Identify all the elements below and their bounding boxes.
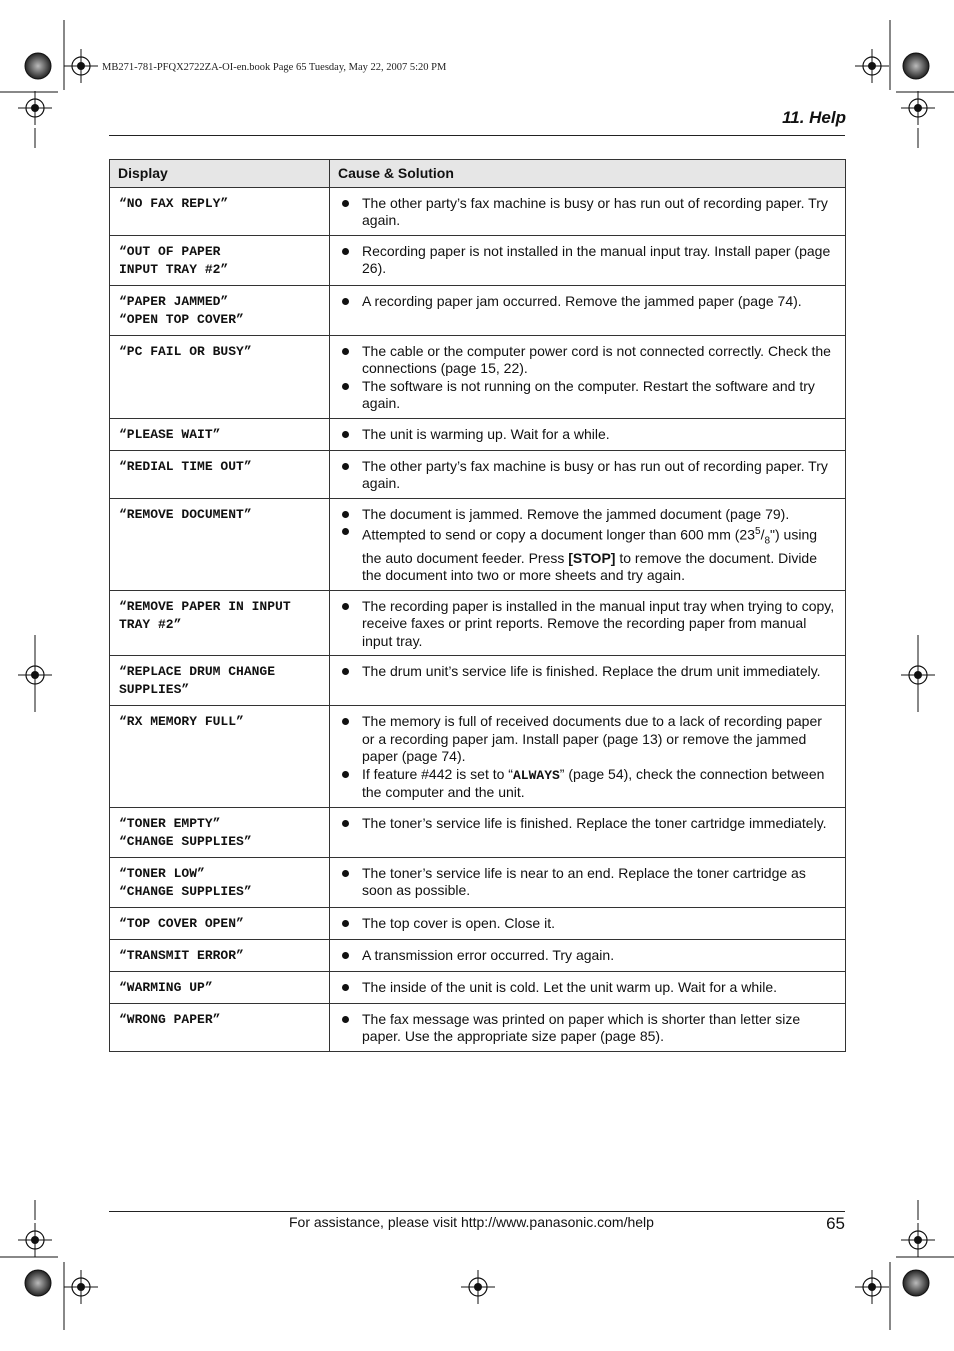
solution-list xyxy=(340,865,837,900)
starburst-mark xyxy=(903,1270,929,1296)
cause-solution xyxy=(330,857,846,907)
solution-text-before: Attempted to send or copy a document longer than 600 mm (23 xyxy=(362,526,756,543)
solution-text-sub: 8 xyxy=(764,535,771,547)
cause-solution xyxy=(330,187,846,235)
page-number: 65 xyxy=(826,1214,845,1233)
display-message: “NO FAX REPLY” xyxy=(110,187,330,235)
footer-divider xyxy=(109,1211,845,1212)
table-row xyxy=(110,285,846,335)
table-row xyxy=(110,939,846,971)
table-row xyxy=(110,656,846,706)
cause-solution xyxy=(330,235,846,285)
display-message: “REMOVE DOCUMENT” xyxy=(110,498,330,590)
table-body xyxy=(110,187,846,1051)
table-row xyxy=(110,418,846,450)
solution-item: The toner’s service life is near to an end. Replace the toner cartridge as soon as possible. xyxy=(340,865,837,900)
table-row xyxy=(110,706,846,808)
cause-solution xyxy=(330,807,846,857)
table-row xyxy=(110,907,846,939)
solution-item: The cable or the computer power cord is not connected correctly. Check the connections (page 15, 22). xyxy=(340,343,837,378)
cause-solution xyxy=(330,498,846,590)
display-message: “WARMING UP” xyxy=(110,971,330,1003)
solution-text-mono: ALWAYS xyxy=(512,767,560,783)
table-row xyxy=(110,335,846,418)
display-message: “RX MEMORY FULL” xyxy=(110,706,330,808)
solution-item: The drum unit’s service life is finished. Replace the drum unit immediately. xyxy=(340,663,837,681)
solution-list xyxy=(340,195,837,230)
assistance-text: For assistance, please visit http://www.panasonic.com/help xyxy=(289,1214,654,1230)
solution-item: The top cover is open. Close it. xyxy=(340,915,837,933)
help-table xyxy=(109,159,846,1052)
starburst-mark xyxy=(25,53,51,79)
table-row xyxy=(110,498,846,590)
table-row xyxy=(110,450,846,498)
table-header-row xyxy=(110,160,846,188)
display-message: “TONER EMPTY” “CHANGE SUPPLIES” xyxy=(110,807,330,857)
solution-item: The fax message was printed on paper which is shorter than letter size paper. Use the appropriate size paper (page 85). xyxy=(340,1011,837,1046)
solution-item: The document is jammed. Remove the jammed document (page 79). xyxy=(340,506,837,524)
cause-solution xyxy=(330,907,846,939)
display-message: “OUT OF PAPER INPUT TRAY #2” xyxy=(110,235,330,285)
cause-solution xyxy=(330,335,846,418)
cause-solution xyxy=(330,971,846,1003)
solution-list xyxy=(340,979,837,997)
solution-item: A transmission error occurred. Try again. xyxy=(340,947,837,965)
solution-text-slash: / xyxy=(760,526,765,543)
solution-text-mid: ") using the auto document feeder. Press xyxy=(362,526,818,566)
display-message: “WRONG PAPER” xyxy=(110,1003,330,1051)
solution-item: The recording paper is installed in the manual input tray when trying to copy, receive faxes or print reports. Remove the recording paper from manual input tray. xyxy=(340,598,837,651)
display-message: “PAPER JAMMED” “OPEN TOP COVER” xyxy=(110,285,330,335)
section-title: 11. Help xyxy=(782,108,846,127)
solution-list xyxy=(340,293,837,311)
solution-list xyxy=(340,663,837,681)
solution-list xyxy=(340,815,837,833)
table-row xyxy=(110,187,846,235)
column-header-display: Display xyxy=(110,160,330,188)
solution-item: Recording paper is not installed in the manual input tray. Install paper (page 26). xyxy=(340,243,837,278)
table-row xyxy=(110,857,846,907)
display-message: “TONER LOW” “CHANGE SUPPLIES” xyxy=(110,857,330,907)
solution-item: The software is not running on the computer. Restart the software and try again. xyxy=(340,378,837,413)
solution-list xyxy=(340,598,837,651)
display-message: “PLEASE WAIT” xyxy=(110,418,330,450)
cause-solution xyxy=(330,656,846,706)
table-row xyxy=(110,235,846,285)
solution-text-sup: 5 xyxy=(755,526,761,537)
print-info: MB271-781-PFQX2722ZA-OI-en.book Page 65 Tuesday, May 22, 2007 5:20 PM xyxy=(102,62,447,73)
cause-solution xyxy=(330,590,846,656)
solution-text-before: If feature #442 is set to “ xyxy=(362,765,513,782)
table-row xyxy=(110,807,846,857)
cause-solution xyxy=(330,706,846,808)
cause-solution xyxy=(330,418,846,450)
table-row xyxy=(110,590,846,656)
cause-solution xyxy=(330,939,846,971)
solution-list xyxy=(340,243,837,278)
display-message: “REDIAL TIME OUT” xyxy=(110,450,330,498)
display-message: “TOP COVER OPEN” xyxy=(110,907,330,939)
solution-list xyxy=(340,426,837,444)
solution-item: The unit is warming up. Wait for a while. xyxy=(340,426,837,444)
solution-item xyxy=(340,766,837,802)
solution-list xyxy=(340,915,837,933)
solution-text-after: to remove the document. Divide the document into two or more sheets and try again. xyxy=(362,549,817,584)
display-message: “PC FAIL OR BUSY” xyxy=(110,335,330,418)
solution-item: A recording paper jam occurred. Remove the jammed paper (page 74). xyxy=(340,293,837,311)
solution-list xyxy=(340,506,837,585)
cause-solution xyxy=(330,1003,846,1051)
solution-list xyxy=(340,713,837,802)
starburst-mark xyxy=(903,53,929,79)
solution-text-key: [STOP] xyxy=(568,549,616,566)
starburst-mark xyxy=(25,1270,51,1296)
solution-list xyxy=(340,1011,837,1046)
solution-item: The memory is full of received documents due to a lack of recording paper or a recording paper jam. Install paper (page 13) or remove the jammed paper (page 74). xyxy=(340,713,837,766)
solution-text-after: ” (page 54), check the connection between the computer and the unit. xyxy=(362,765,825,801)
solution-item: The other party’s fax machine is busy or has run out of recording paper. Try again. xyxy=(340,195,837,230)
solution-list xyxy=(340,947,837,965)
table-row xyxy=(110,971,846,1003)
display-message: “REPLACE DRUM CHANGE SUPPLIES” xyxy=(110,656,330,706)
solution-item xyxy=(340,523,837,585)
header-divider xyxy=(109,135,845,136)
column-header-cause: Cause & Solution xyxy=(330,160,846,188)
table-row xyxy=(110,1003,846,1051)
cause-solution xyxy=(330,450,846,498)
cause-solution xyxy=(330,285,846,335)
solution-item: The inside of the unit is cold. Let the unit warm up. Wait for a while. xyxy=(340,979,837,997)
solution-list xyxy=(340,458,837,493)
solution-list xyxy=(340,343,837,413)
display-message: “TRANSMIT ERROR” xyxy=(110,939,330,971)
display-message: “REMOVE PAPER IN INPUT TRAY #2” xyxy=(110,590,330,656)
solution-item: The toner’s service life is finished. Replace the toner cartridge immediately. xyxy=(340,815,837,833)
solution-item: The other party’s fax machine is busy or has run out of recording paper. Try again. xyxy=(340,458,837,493)
